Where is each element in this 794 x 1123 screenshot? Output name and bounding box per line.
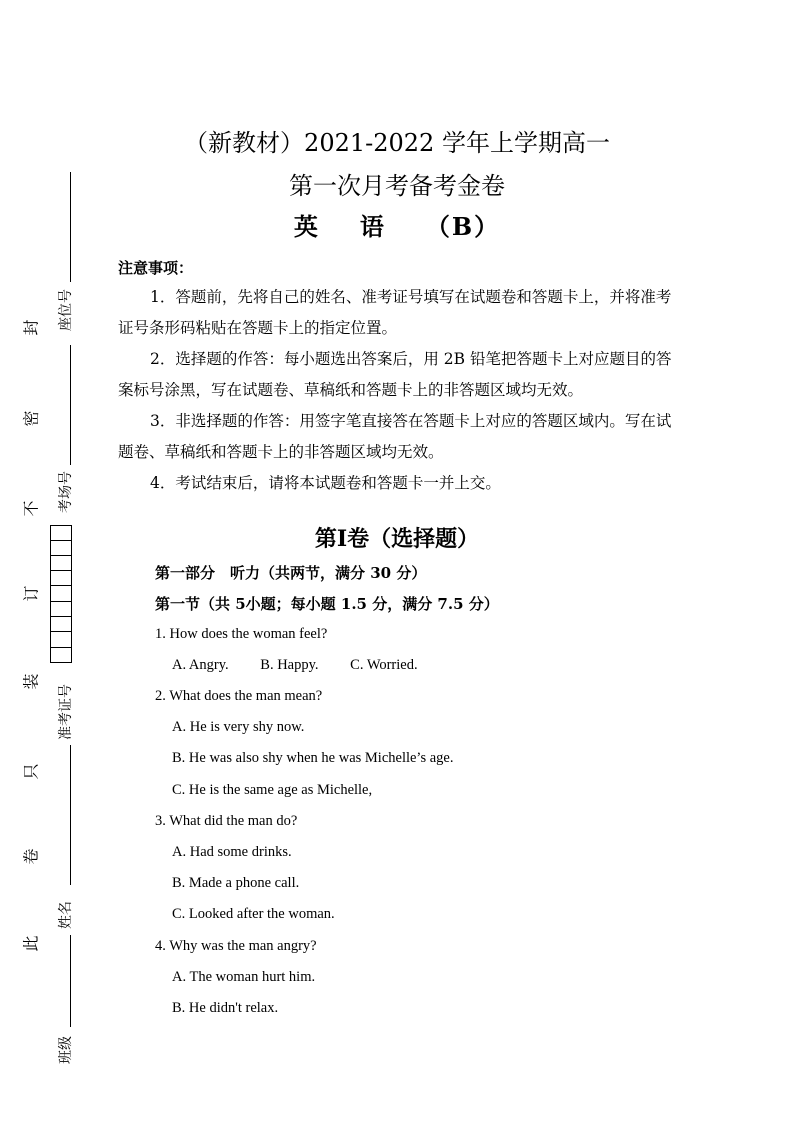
notice-item: 3．非选择题的作答：用签字笔直接答在答题卡上对应的答题区域内。写在试题卷、草稿纸和答题卡上的非答题区域均无效。 xyxy=(118,412,672,461)
option: A. The woman hurt him. xyxy=(172,969,316,985)
label-admission-number: 准考证号 xyxy=(58,684,74,740)
seal-char-mi: 密 xyxy=(21,410,41,427)
seal-char-ci: 此 xyxy=(21,935,41,952)
question-4: 4. Why was the man angry? xyxy=(155,938,317,954)
subject-char-1: 英 xyxy=(293,212,320,241)
notice-item: 4．考试结束后，请将本试题卷和答题卡一并上交。 xyxy=(150,474,501,492)
option: A. He is very shy now. xyxy=(172,719,305,735)
label-name: 姓名 xyxy=(58,901,74,929)
option: B. Made a phone call. xyxy=(172,875,300,891)
question-1-options xyxy=(172,657,446,674)
option: A. Angry. xyxy=(172,657,229,673)
label-exam-room-number: 考场号 xyxy=(58,471,74,513)
notice-heading: 注意事项： xyxy=(118,259,194,277)
subpart-heading: 第一节（共 5小题；每小题 1.5 分，满分 7.5 分） xyxy=(155,595,499,613)
subject-title xyxy=(0,207,794,242)
option: A. Had some drinks. xyxy=(172,844,292,860)
notice-item: 2．选择题的作答：每小题选出答案后，用 2B 铅笔把答题卡上对应题目的答案标号涂黑，写在试题卷、草稿纸和答题卡上的非答题区域均无效。 xyxy=(118,350,672,399)
section-title: 第Ⅰ卷（选择题） xyxy=(314,526,480,552)
exam-title: （新教材）2021-2022 学年上学期高一 xyxy=(184,129,610,157)
subject-variant: （B） xyxy=(425,212,501,241)
option: C. Looked after the woman. xyxy=(172,906,335,922)
subject-char-2: 语 xyxy=(359,212,386,241)
option: B. He was also shy when he was Michelle’s age. xyxy=(172,750,454,766)
exam-subtitle: 第一次月考备考金卷 xyxy=(289,172,505,200)
option: B. Happy. xyxy=(260,657,319,673)
class-line xyxy=(70,935,71,1027)
seal-char-ding: 订 xyxy=(21,585,41,602)
seal-char-zhi: 只 xyxy=(21,763,41,780)
label-seat-number: 座位号 xyxy=(58,289,74,331)
label-class: 班级 xyxy=(58,1036,74,1064)
seal-char-feng: 封 xyxy=(21,319,41,336)
question-1: 1. How does the woman feel? xyxy=(155,626,328,642)
seal-char-zhuang: 装 xyxy=(21,673,41,690)
option: B. He didn't relax. xyxy=(172,1000,279,1016)
part-heading: 第一部分 听力（共两节，满分 30 分） xyxy=(155,564,427,582)
name-line xyxy=(70,745,71,885)
exam-room-line xyxy=(70,345,71,465)
notice-item: 1．答题前，先将自己的姓名、准考证号填写在试题卷和答题卡上，并将准考证号条形码粘贴在答题卡上的指定位置。 xyxy=(118,288,672,337)
question-3: 3. What did the man do? xyxy=(155,813,298,829)
seal-char-juan: 卷 xyxy=(21,848,41,865)
seal-char-bu: 不 xyxy=(21,500,41,517)
option: C. He is the same age as Michelle, xyxy=(172,782,373,798)
question-2: 2. What does the man mean? xyxy=(155,688,323,704)
option: C. Worried. xyxy=(350,657,418,673)
